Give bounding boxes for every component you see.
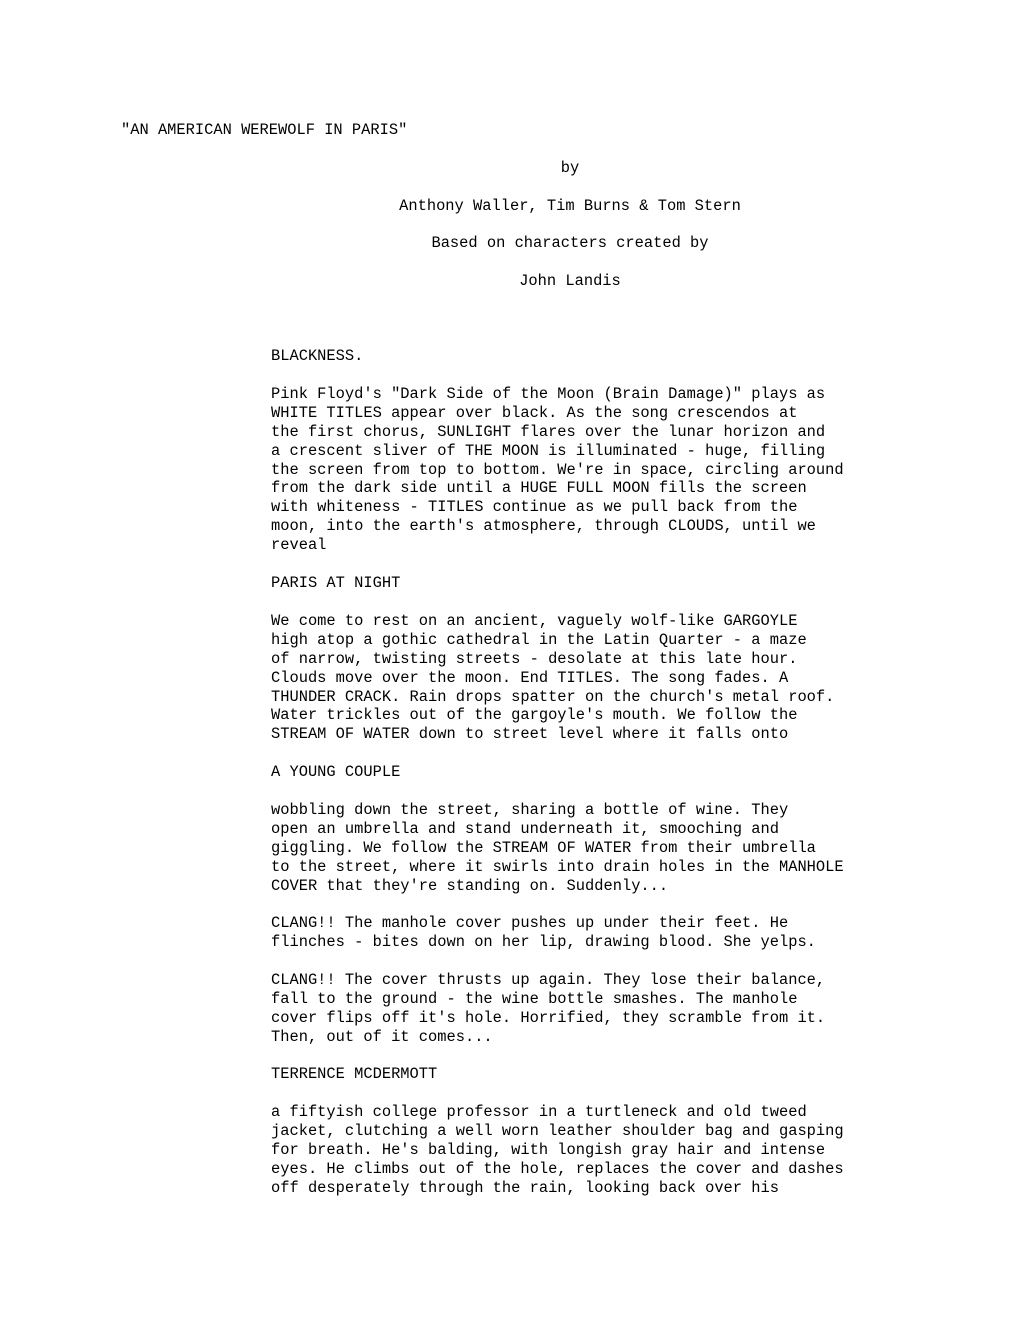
action-paragraph [271,612,971,744]
script-line: CLANG!! The manhole cover pushes up under their feet. He [271,914,789,932]
scene-heading-blackness [271,347,971,366]
scene-heading-terrence-mcdermott [271,1065,971,1084]
script-line: of narrow, twisting streets - desolate at this late hour. [271,649,798,668]
script-line: Pink Floyd's "Dark Side of the Moon (Brain Damage)" plays as [271,385,826,403]
script-line: the first chorus, SUNLIGHT flares over the lunar horizon and [271,422,826,441]
script-line: BLACKNESS. [271,347,364,365]
authors-line: Anthony Waller, Tim Burns & Tom Stern [399,197,741,215]
script-line: a crescent sliver of THE MOON is illuminated - huge, filling [271,441,826,460]
script-line: cover flips off it's hole. Horrified, they scramble from it. [271,1008,826,1027]
script-line: CLANG!! The cover thrusts up again. They lose their balance, [271,971,826,989]
script-line: the screen from top to bottom. We're in space, circling around [271,460,844,479]
script-line: to the street, where it swirls into drain holes in the MANHOLE [271,857,844,876]
script-line: PARIS AT NIGHT [271,574,401,592]
script-line: COVER that they're standing on. Suddenly... [271,876,669,895]
script-line: We come to rest on an ancient, vaguely wolf-like GARGOYLE [271,612,798,630]
script-line: wobbling down the street, sharing a bottle of wine. They [271,801,789,819]
script-line: for breath. He's balding, with longish gray hair and intense [271,1140,826,1159]
script-line: STREAM OF WATER down to street level where it falls onto [271,725,789,744]
scene-heading-paris-at-night [271,574,971,593]
action-paragraph [271,1103,971,1197]
script-line: moon, into the earth's atmosphere, through CLOUDS, until we [271,517,816,536]
script-line: Water trickles out of the gargoyle's mouth. We follow the [271,706,798,725]
script-line: giggling. We follow the STREAM OF WATER from their umbrella [271,838,816,857]
script-line: high atop a gothic cathedral in the Latin Quarter - a maze [271,630,807,649]
script-line: off desperately through the rain, looking back over his [271,1178,779,1197]
script-line: Clouds move over the moon. End TITLES. The song fades. A [271,668,789,687]
script-line: Then, out of it comes... [271,1027,493,1046]
script-line: TERRENCE MCDERMOTT [271,1065,438,1083]
based-on-line: Based on characters created by [431,234,709,252]
script-line: reveal [271,536,327,555]
script-line: flinches - bites down on her lip, drawing blood. She yelps. [271,932,816,951]
action-paragraph [271,385,971,555]
script-line: a fiftyish college professor in a turtleneck and old tweed [271,1103,807,1121]
creator-line: John Landis [519,272,621,290]
script-line: fall to the ground - the wine bottle smashes. The manhole [271,989,798,1008]
script-line: from the dark side until a HUGE FULL MOON fills the screen [271,479,807,498]
script-line: A YOUNG COUPLE [271,763,401,781]
action-paragraph [271,971,971,1047]
action-paragraph [271,914,971,952]
script-line: open an umbrella and stand underneath it, smooching and [271,819,779,838]
script-line: WHITE TITLES appear over black. As the song crescendos at [271,403,798,422]
action-paragraph [271,801,971,895]
byline: by [560,159,580,177]
script-line: eyes. He climbs out of the hole, replaces the cover and dashes [271,1159,844,1178]
script-line: with whiteness - TITLES continue as we pull back from the [271,498,798,517]
script-line: jacket, clutching a well worn leather shoulder bag and gasping [271,1121,844,1140]
script-title: "AN AMERICAN WEREWOLF IN PARIS" [121,121,408,139]
scene-heading-young-couple [271,763,971,782]
script-line: THUNDER CRACK. Rain drops spatter on the church's metal roof. [271,687,835,706]
